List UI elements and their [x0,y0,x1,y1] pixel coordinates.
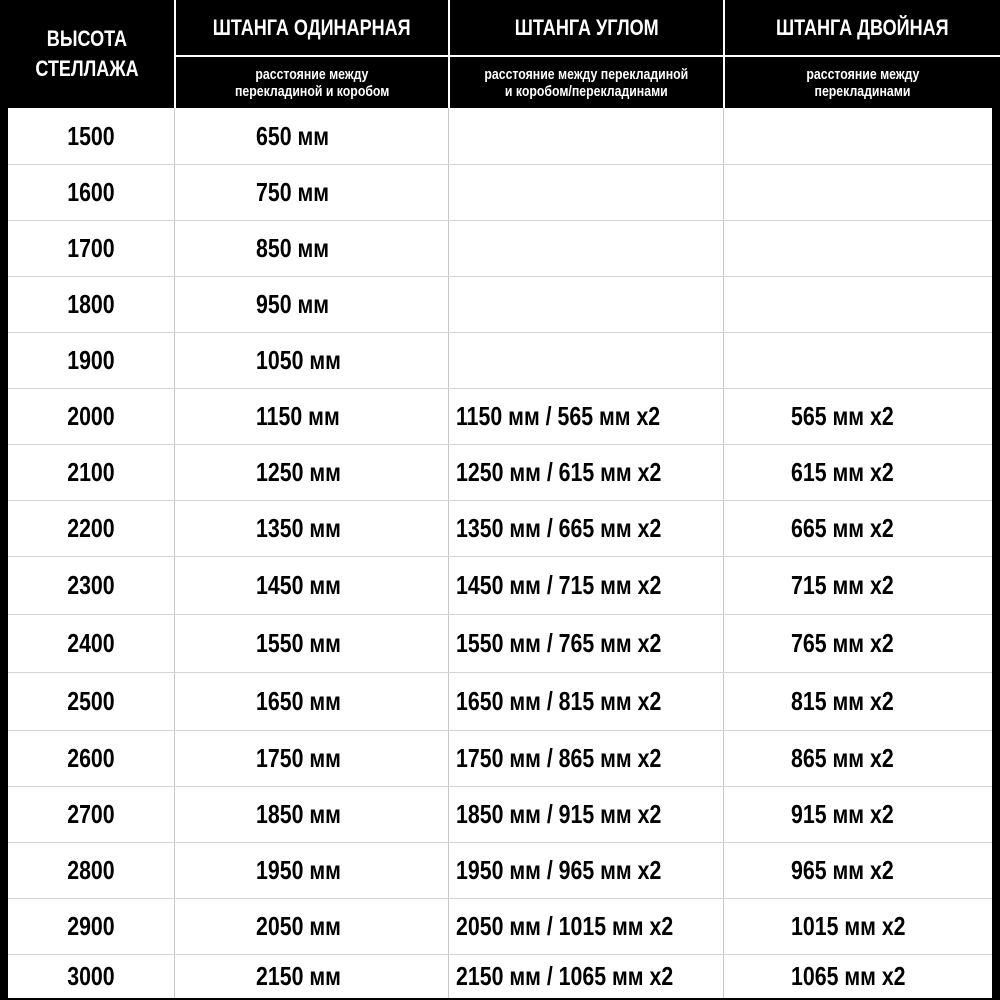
cell-rack-height [8,388,174,444]
cell-corner-rod-text: 1450 мм / 715 мм х2 [456,569,662,600]
table-row [0,444,1000,500]
cell-corner-rod-text: 1750 мм / 865 мм х2 [456,742,662,773]
cell-single-rod-text: 1350 мм [256,512,341,543]
cell-rack-height [8,730,174,786]
header-single-rod-sub [176,57,448,108]
cell-corner-rod-text: 1350 мм / 665 мм х2 [456,512,662,543]
cell-double-rod-text: 1065 мм х2 [791,960,906,991]
cell-rack-height-text: 1700 [67,232,115,263]
cell-corner-rod-text: 1650 мм / 815 мм х2 [456,685,662,716]
cell-rack-height-text: 1800 [67,288,115,319]
cell-rack-height [8,444,174,500]
cell-single-rod-text: 1750 мм [256,742,341,773]
cell-single-rod [176,332,448,388]
cell-corner-rod-text: 1550 мм / 765 мм х2 [456,627,662,658]
cell-corner-rod-text: 1850 мм / 915 мм х2 [456,798,662,829]
cell-rack-height-text: 2600 [67,742,115,773]
cell-corner-rod [450,730,723,786]
table-row [0,898,1000,954]
cell-single-rod-text: 1550 мм [256,627,341,658]
cell-single-rod [176,898,448,954]
cell-rack-height-text: 1600 [67,176,115,207]
cell-double-rod-text: 765 мм х2 [791,627,894,658]
table-row [0,842,1000,898]
header-corner-rod-sub2: и коробом/перекладинами [505,82,668,100]
header-single-rod [176,0,448,55]
cell-single-rod-text: 2050 мм [256,910,341,941]
table-row [0,332,1000,388]
cell-rack-height-text: 2200 [67,512,115,543]
cell-single-rod [176,786,448,842]
table-header [0,0,1000,108]
cell-double-rod [725,954,992,998]
cell-double-rod [725,332,992,388]
cell-rack-height [8,786,174,842]
cell-corner-rod [450,220,723,276]
table-row [0,164,1000,220]
cell-single-rod [176,672,448,730]
cell-single-rod-text: 950 мм [256,288,330,319]
cell-double-rod [725,276,992,332]
cell-double-rod [725,388,992,444]
header-single-rod-sub1: расстояние между [255,65,369,83]
cell-single-rod-text: 1450 мм [256,569,341,600]
cell-rack-height [8,220,174,276]
cell-rack-height [8,500,174,556]
header-double-rod-title: ШТАНГА ДВОЙНАЯ [776,14,949,40]
cell-single-rod [176,614,448,672]
cell-rack-height [8,108,174,164]
cell-rack-height-text: 3000 [67,960,115,991]
cell-single-rod-text: 1650 мм [256,685,341,716]
cell-corner-rod [450,276,723,332]
cell-single-rod-text: 1950 мм [256,854,341,885]
cell-single-rod [176,556,448,614]
cell-double-rod [725,500,992,556]
cell-single-rod [176,388,448,444]
cell-double-rod-text: 915 мм х2 [791,798,894,829]
header-double-rod-sub [725,57,1000,108]
header-double-rod-sub2: перекладинами [814,82,911,100]
table-row [0,276,1000,332]
cell-rack-height-text: 2800 [67,854,115,885]
cell-double-rod-text: 565 мм х2 [791,400,894,431]
cell-corner-rod [450,672,723,730]
table-row [0,220,1000,276]
cell-double-rod [725,220,992,276]
header-single-rod-title: ШТАНГА ОДИНАРНАЯ [213,14,411,40]
table-row [0,108,1000,164]
cell-double-rod [725,786,992,842]
cell-single-rod-text: 1250 мм [256,456,341,487]
table-row [0,388,1000,444]
header-rack-height [0,0,174,108]
cell-single-rod-text: 2150 мм [256,960,341,991]
cell-corner-rod [450,556,723,614]
cell-corner-rod [450,954,723,998]
header-corner-rod-sub [450,57,723,108]
table-row [0,786,1000,842]
cell-single-rod-text: 1050 мм [256,344,341,375]
cell-rack-height [8,898,174,954]
header-corner-rod-sub1: расстояние между перекладиной [484,65,689,83]
cell-corner-rod [450,444,723,500]
cell-double-rod [725,164,992,220]
table-row [0,730,1000,786]
cell-rack-height [8,842,174,898]
cell-rack-height [8,954,174,998]
cell-corner-rod-text: 1150 мм / 565 мм х2 [456,400,661,431]
table-row [0,954,1000,998]
cell-corner-rod [450,332,723,388]
cell-double-rod [725,444,992,500]
cell-corner-rod-text: 2050 мм / 1015 мм х2 [456,910,674,941]
cell-rack-height [8,614,174,672]
header-single-rod-sub2: перекладиной и коробом [234,82,390,100]
cell-double-rod [725,556,992,614]
cell-double-rod [725,614,992,672]
cell-corner-rod-text: 2150 мм / 1065 мм х2 [456,960,674,991]
cell-rack-height-text: 1900 [67,344,115,375]
header-corner-rod [450,0,723,55]
cell-single-rod [176,444,448,500]
table-row [0,556,1000,614]
header-double-rod [725,0,1000,55]
cell-corner-rod-text: 1950 мм / 965 мм х2 [456,854,662,885]
header-rack-height-line2: СТЕЛЛАЖА [35,56,139,81]
cell-rack-height [8,672,174,730]
cell-double-rod-text: 865 мм х2 [791,742,894,773]
table-row [0,672,1000,730]
cell-rack-height [8,556,174,614]
cell-rack-height-text: 2700 [67,798,115,829]
cell-double-rod-text: 665 мм х2 [791,512,894,543]
cell-corner-rod [450,898,723,954]
cell-rack-height [8,276,174,332]
cell-single-rod-text: 850 мм [256,232,330,263]
cell-corner-rod [450,842,723,898]
cell-corner-rod [450,500,723,556]
cell-double-rod-text: 715 мм х2 [791,569,894,600]
header-rack-height-line1: ВЫСОТА [46,26,128,51]
cell-rack-height-text: 2300 [67,569,115,600]
cell-double-rod-text: 1015 мм х2 [791,910,906,941]
cell-corner-rod [450,614,723,672]
cell-double-rod [725,108,992,164]
cell-single-rod [176,500,448,556]
cell-double-rod-text: 615 мм х2 [791,456,894,487]
cell-single-rod [176,842,448,898]
cell-double-rod [725,898,992,954]
cell-single-rod [176,108,448,164]
cell-single-rod [176,164,448,220]
cell-double-rod-text: 815 мм х2 [791,685,894,716]
cell-corner-rod [450,388,723,444]
cell-rack-height-text: 2400 [67,627,115,658]
cell-single-rod-text: 1850 мм [256,798,341,829]
cell-corner-rod [450,164,723,220]
header-corner-rod-title: ШТАНГА УГЛОМ [514,14,659,40]
cell-corner-rod [450,786,723,842]
cell-double-rod [725,672,992,730]
cell-single-rod [176,220,448,276]
table-row [0,614,1000,672]
cell-single-rod [176,730,448,786]
cell-rack-height-text: 2500 [67,685,115,716]
cell-double-rod [725,730,992,786]
cell-single-rod [176,276,448,332]
cell-rack-height [8,164,174,220]
cell-rack-height-text: 2100 [67,456,115,487]
cell-double-rod [725,842,992,898]
cell-double-rod-text: 965 мм х2 [791,854,894,885]
table-row [0,500,1000,556]
header-double-rod-sub1: расстояние между [806,65,919,83]
cell-single-rod-text: 750 мм [256,176,330,207]
cell-corner-rod [450,108,723,164]
cell-single-rod-text: 1150 мм [256,400,340,431]
cell-rack-height [8,332,174,388]
cell-single-rod-text: 650 мм [256,120,330,151]
cell-single-rod [176,954,448,998]
cell-corner-rod-text: 1250 мм / 615 мм х2 [456,456,662,487]
cell-rack-height-text: 2000 [67,400,115,431]
cell-rack-height-text: 1500 [67,120,115,151]
cell-rack-height-text: 2900 [67,910,115,941]
